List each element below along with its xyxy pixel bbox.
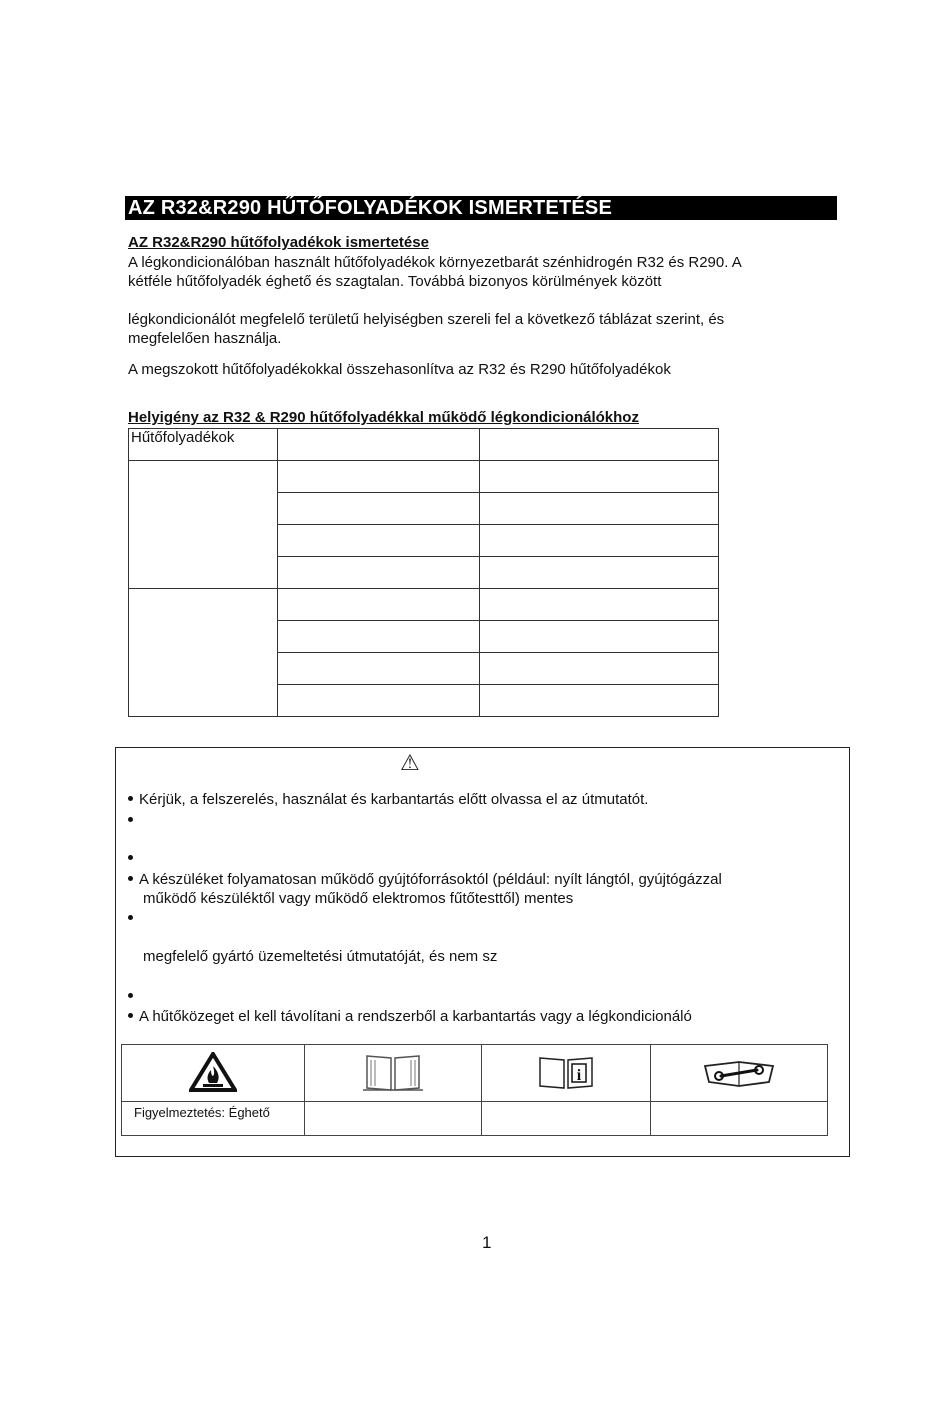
intro-p2-line1: légkondicionálót megfelelő területű helyiségben szereli fel a következő táblázat szerint, és	[128, 311, 725, 328]
symbol-cell	[651, 1045, 828, 1102]
intro-paragraph-1	[128, 253, 742, 291]
table-cell	[277, 685, 480, 717]
space-table-heading: Helyigény az R32 & R290 hűtőfolyadékkal működő légkondicionálókhoz	[128, 409, 639, 426]
book-info-icon	[536, 1052, 596, 1092]
warning-box	[115, 747, 850, 1157]
warning-bullet-6	[128, 987, 139, 1006]
svg-text:i: i	[576, 1066, 582, 1084]
symbol-cell	[481, 1045, 651, 1102]
symbol-caption	[304, 1102, 481, 1136]
table-cell	[277, 525, 480, 557]
symbol-caption-flammable: Figyelmeztetés: Éghető	[122, 1102, 305, 1136]
table-cell	[277, 429, 480, 461]
intro-paragraph-2	[128, 310, 724, 348]
warning-bullet-2	[128, 811, 139, 830]
warning-bullet-1: Kérjük, a felszerelés, használat és karbantartás előtt olvassa el az útmutatót.	[128, 790, 648, 809]
warning-bullet-7: A hűtőközeget el kell távolítani a rendszerből a karbantartás vagy a légkondicionáló	[128, 1007, 692, 1026]
symbol-cell	[304, 1045, 481, 1102]
symbol-caption	[651, 1102, 828, 1136]
intro-subheading: AZ R32&R290 hűtőfolyadékok ismertetése	[128, 234, 429, 251]
page-number: 1	[482, 1233, 492, 1252]
intro-p2-line2: megfelelően használja.	[128, 330, 282, 347]
symbols-table	[121, 1044, 828, 1136]
table-cell	[277, 461, 480, 493]
warning-bullet-4: A készüléket folyamatosan működő gyújtóforrásoktól (például: nyílt lángtól, gyújtógázzal	[128, 870, 722, 889]
flammable-warning-icon	[189, 1052, 237, 1092]
warning-bullet-4-continuation: működő készüléktől vagy működő elektromos fűtőtesttől) mentes	[143, 890, 574, 907]
table-cell	[277, 621, 480, 653]
symbol-cell	[122, 1045, 305, 1102]
table-cell	[480, 685, 719, 717]
table-cell	[277, 493, 480, 525]
table-cell	[480, 461, 719, 493]
table-cell	[480, 653, 719, 685]
table-cell	[480, 621, 719, 653]
table-cell	[480, 525, 719, 557]
table-group-cell	[129, 589, 278, 717]
table-cell	[277, 557, 480, 589]
table-cell	[277, 589, 480, 621]
symbol-caption	[481, 1102, 651, 1136]
table-cell	[480, 429, 719, 461]
table-cell	[277, 653, 480, 685]
table-cell	[480, 493, 719, 525]
service-manual-icon	[699, 1052, 779, 1092]
intro-p1-line1: A légkondicionálóban használt hűtőfolyadékok környezetbarát szénhidrogén R32 és R290. A	[128, 254, 742, 271]
space-requirement-table	[128, 428, 719, 717]
table-cell	[480, 557, 719, 589]
intro-p1-line2: kétféle hűtőfolyadék éghető és szagtalan. Továbbá bizonyos körülmények között	[128, 273, 662, 290]
open-book-icon	[361, 1050, 425, 1094]
table-header-refrigerants: Hűtőfolyadékok	[129, 429, 278, 461]
warning-bullet-5-continuation: megfelelő gyártó üzemeltetési útmutatóját, és nem sz	[143, 948, 498, 965]
intro-paragraph-3: A megszokott hűtőfolyadékokkal összehasonlítva az R32 és R290 hűtőfolyadékok	[128, 361, 671, 378]
warning-triangle-icon: ⚠	[400, 750, 420, 775]
warning-bullet-5	[128, 909, 139, 928]
section-title: AZ R32&R290 HŰTŐFOLYADÉKOK ISMERTETÉSE	[125, 196, 837, 220]
table-group-cell	[129, 461, 278, 589]
table-cell	[480, 589, 719, 621]
warning-bullet-3	[128, 849, 139, 868]
